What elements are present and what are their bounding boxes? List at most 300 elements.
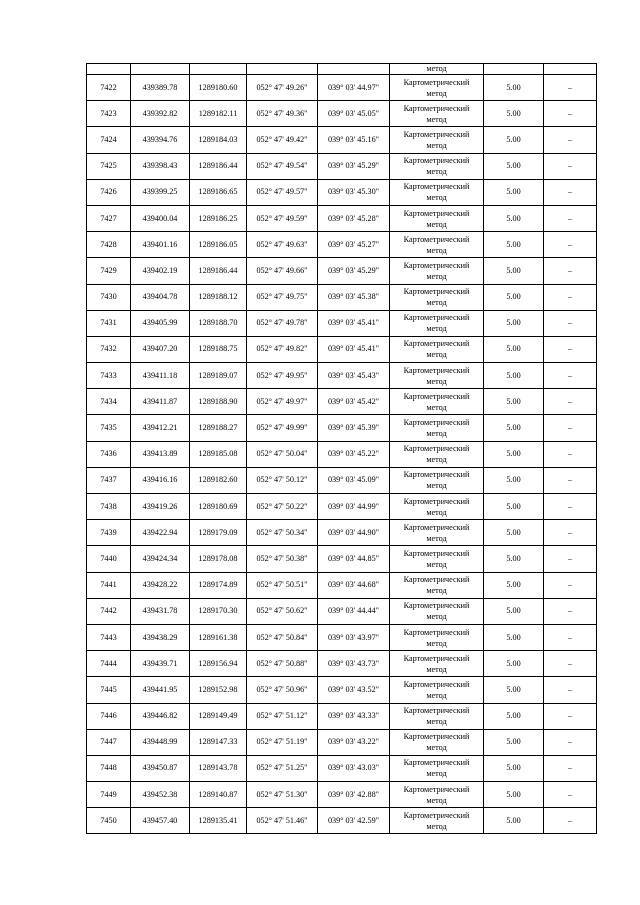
method-line-2: метод — [426, 193, 447, 203]
cell-method — [390, 310, 484, 336]
cell-method — [390, 546, 484, 572]
cell-note: – — [544, 127, 597, 153]
method-line-1: Картометрический — [403, 601, 470, 611]
cell-longitude: 039° 03' 44.85" — [318, 546, 390, 572]
cell-latitude: 052° 47' 51.25" — [247, 755, 318, 781]
cell-longitude: 039° 03' 43.97" — [318, 624, 390, 650]
method-line-2: метод — [426, 690, 447, 700]
cell-method — [390, 205, 484, 231]
cell-latitude: 052° 47' 49.57" — [247, 179, 318, 205]
cell-latitude: 052° 47' 51.12" — [247, 703, 318, 729]
cell-point-number: 7444 — [87, 651, 131, 677]
table-row — [87, 363, 597, 389]
cell-point-number: 7431 — [87, 310, 131, 336]
method-line-2: метод — [426, 429, 447, 439]
method-line-2: метод — [426, 507, 447, 517]
cell-x: 439400.04 — [131, 205, 190, 231]
method-line-2: метод — [426, 298, 447, 308]
table-row — [87, 205, 597, 231]
cell-point-number: 7424 — [87, 127, 131, 153]
cell-point-number: 7429 — [87, 258, 131, 284]
cell-accuracy: 5.00 — [484, 755, 544, 781]
cell-method — [390, 153, 484, 179]
method-line-1: Картометрический — [403, 470, 470, 480]
cell-method — [390, 441, 484, 467]
method-line-2: метод — [426, 88, 447, 98]
cell-method — [390, 782, 484, 808]
table-row — [87, 624, 597, 650]
coordinates-table-body — [87, 64, 597, 834]
cell-method — [390, 179, 484, 205]
cell-point-number: 7436 — [87, 441, 131, 467]
method-line-1: Картометрический — [403, 732, 470, 742]
cell-point-number: 7446 — [87, 703, 131, 729]
method-line-2: метод — [426, 612, 447, 622]
cell-longitude: 039° 03' 44.99" — [318, 494, 390, 520]
method-line-2: метод — [426, 743, 447, 753]
cell-y: 1289143.78 — [190, 755, 247, 781]
cell-latitude: 052° 47' 50.84" — [247, 624, 318, 650]
method-line-1: Картометрический — [403, 522, 470, 532]
method-line-1: Картометрический — [403, 548, 470, 558]
cell-accuracy: 5.00 — [484, 389, 544, 415]
cell-latitude: 052° 47' 49.54" — [247, 153, 318, 179]
cell-x: 439428.22 — [131, 572, 190, 598]
table-row — [87, 179, 597, 205]
method-line-1: Картометрический — [403, 234, 470, 244]
table-row — [87, 703, 597, 729]
cell-note: – — [544, 729, 597, 755]
cell-latitude: 052° 47' 49.63" — [247, 232, 318, 258]
cell-x: 439398.43 — [131, 153, 190, 179]
method-line-2: метод — [426, 533, 447, 543]
cell-note: – — [544, 284, 597, 310]
cell-note: – — [544, 336, 597, 362]
cell-longitude: 039° 03' 45.41" — [318, 336, 390, 362]
method-line-1: Картометрический — [403, 313, 470, 323]
method-line-2: метод — [426, 664, 447, 674]
cell-note: – — [544, 703, 597, 729]
cell-accuracy: 5.00 — [484, 284, 544, 310]
cell-note: – — [544, 624, 597, 650]
table-row — [87, 284, 597, 310]
cell-note: – — [544, 782, 597, 808]
cell-y: 1289186.44 — [190, 153, 247, 179]
cell-method — [390, 363, 484, 389]
cell-note: – — [544, 520, 597, 546]
cell-longitude: 039° 03' 45.38" — [318, 284, 390, 310]
cell-method — [390, 415, 484, 441]
method-line-1: Картометрический — [403, 339, 470, 349]
cell-longitude: 039° 03' 43.73" — [318, 651, 390, 677]
cell-note: – — [544, 546, 597, 572]
method-line-2: метод — [426, 559, 447, 569]
method-line-1: Картометрический — [403, 103, 470, 113]
cell-y: 1289186.44 — [190, 258, 247, 284]
cell-accuracy: 5.00 — [484, 782, 544, 808]
cell-method — [390, 336, 484, 362]
cell-point-number: 7433 — [87, 363, 131, 389]
cell-latitude: 052° 47' 50.51" — [247, 572, 318, 598]
cell-latitude: 052° 47' 49.59" — [247, 205, 318, 231]
cell-longitude: 039° 03' 45.43" — [318, 363, 390, 389]
cell-y: 1289156.94 — [190, 651, 247, 677]
cell-y: 1289184.03 — [190, 127, 247, 153]
cell-y: 1289188.27 — [190, 415, 247, 441]
cell-y: 1289186.25 — [190, 205, 247, 231]
cell-point-number: 7440 — [87, 546, 131, 572]
cell-x: 439402.19 — [131, 258, 190, 284]
cell-longitude: 039° 03' 43.33" — [318, 703, 390, 729]
method-line-2: метод — [426, 717, 447, 727]
cell-y: 1289188.12 — [190, 284, 247, 310]
cell-x: 439405.99 — [131, 310, 190, 336]
cell-accuracy: 5.00 — [484, 441, 544, 467]
table-row — [87, 520, 597, 546]
cell-point-number: 7423 — [87, 101, 131, 127]
cell-longitude: 039° 03' 45.28" — [318, 205, 390, 231]
cell-x: 439412.21 — [131, 415, 190, 441]
cell-latitude: 052° 47' 49.66" — [247, 258, 318, 284]
cell-note: – — [544, 179, 597, 205]
cell-method — [390, 598, 484, 624]
cell-accuracy: 5.00 — [484, 677, 544, 703]
cell-x: 439411.18 — [131, 363, 190, 389]
method-line-1: Картометрический — [403, 77, 470, 87]
table-row — [87, 729, 597, 755]
cell-note: – — [544, 808, 597, 834]
cell-x: 439438.29 — [131, 624, 190, 650]
cell-x: 439399.25 — [131, 179, 190, 205]
cell-point-number: 7427 — [87, 205, 131, 231]
cell-y: 1289182.11 — [190, 101, 247, 127]
method-line-1: Картометрический — [403, 260, 470, 270]
method-line-1: Картометрический — [403, 391, 470, 401]
cell-accuracy: 5.00 — [484, 336, 544, 362]
table-row — [87, 101, 597, 127]
table-row — [87, 467, 597, 493]
cell-latitude — [247, 64, 318, 75]
cell-method — [390, 651, 484, 677]
cell-y: 1289186.05 — [190, 232, 247, 258]
cell-method — [390, 572, 484, 598]
cell-accuracy: 5.00 — [484, 703, 544, 729]
cell-latitude: 052° 47' 50.62" — [247, 598, 318, 624]
method-line-1: Картометрический — [403, 418, 470, 428]
cell-latitude: 052° 47' 51.46" — [247, 808, 318, 834]
table-row — [87, 310, 597, 336]
table-row — [87, 153, 597, 179]
cell-latitude: 052° 47' 51.19" — [247, 729, 318, 755]
cell-method: метод — [390, 64, 484, 75]
cell-y: 1289180.60 — [190, 75, 247, 101]
cell-point-number: 7445 — [87, 677, 131, 703]
method-line-2: метод — [426, 769, 447, 779]
cell-latitude: 052° 47' 49.26" — [247, 75, 318, 101]
cell-note: – — [544, 415, 597, 441]
cell-x: 439452.38 — [131, 782, 190, 808]
method-line-1: Картометрический — [403, 627, 470, 637]
cell-accuracy: 5.00 — [484, 415, 544, 441]
cell-note: – — [544, 389, 597, 415]
cell-note: – — [544, 258, 597, 284]
method-line-2: метод — [426, 219, 447, 229]
cell-method — [390, 127, 484, 153]
cell-latitude: 052° 47' 50.38" — [247, 546, 318, 572]
cell-longitude: 039° 03' 43.03" — [318, 755, 390, 781]
cell-note: – — [544, 232, 597, 258]
cell-y: 1289140.87 — [190, 782, 247, 808]
cell-y: 1289188.90 — [190, 389, 247, 415]
cell-method — [390, 755, 484, 781]
continuation-row — [87, 64, 597, 75]
cell-longitude: 039° 03' 45.29" — [318, 258, 390, 284]
cell-accuracy — [484, 64, 544, 75]
method-line-2: метод — [426, 376, 447, 386]
table-row — [87, 755, 597, 781]
cell-y: 1289174.89 — [190, 572, 247, 598]
cell-note: – — [544, 363, 597, 389]
cell-method — [390, 677, 484, 703]
cell-x: 439424.34 — [131, 546, 190, 572]
cell-longitude: 039° 03' 45.29" — [318, 153, 390, 179]
method-line-1: Картометрический — [403, 575, 470, 585]
cell-method — [390, 232, 484, 258]
table-row — [87, 494, 597, 520]
cell-note: – — [544, 75, 597, 101]
cell-x: 439394.76 — [131, 127, 190, 153]
cell-method — [390, 467, 484, 493]
cell-longitude: 039° 03' 45.22" — [318, 441, 390, 467]
cell-longitude: 039° 03' 45.05" — [318, 101, 390, 127]
cell-latitude: 052° 47' 49.95" — [247, 363, 318, 389]
method-line-2: метод — [426, 586, 447, 596]
cell-accuracy: 5.00 — [484, 232, 544, 258]
cell-point-number: 7428 — [87, 232, 131, 258]
cell-method — [390, 284, 484, 310]
table-row — [87, 677, 597, 703]
table-row — [87, 75, 597, 101]
cell-x: 439457.40 — [131, 808, 190, 834]
cell-y: 1289182.60 — [190, 467, 247, 493]
cell-latitude: 052° 47' 49.78" — [247, 310, 318, 336]
cell-point-number: 7450 — [87, 808, 131, 834]
cell-y: 1289135.41 — [190, 808, 247, 834]
cell-note: – — [544, 651, 597, 677]
method-line-1: Картометрический — [403, 182, 470, 192]
cell-latitude: 052° 47' 49.75" — [247, 284, 318, 310]
cell-method — [390, 729, 484, 755]
cell-x: 439407.20 — [131, 336, 190, 362]
cell-y: 1289147.33 — [190, 729, 247, 755]
cell-y: 1289170.30 — [190, 598, 247, 624]
cell-method — [390, 258, 484, 284]
cell-method — [390, 75, 484, 101]
method-line-1: Картометрический — [403, 365, 470, 375]
cell-latitude: 052° 47' 50.34" — [247, 520, 318, 546]
cell-longitude: 039° 03' 43.52" — [318, 677, 390, 703]
cell-longitude: 039° 03' 45.09" — [318, 467, 390, 493]
method-line-2: метод — [426, 795, 447, 805]
cell-accuracy: 5.00 — [484, 363, 544, 389]
cell-point-number: 7441 — [87, 572, 131, 598]
cell-y: 1289185.08 — [190, 441, 247, 467]
cell-longitude: 039° 03' 45.41" — [318, 310, 390, 336]
method-line-2: метод — [426, 481, 447, 491]
cell-longitude: 039° 03' 42.88" — [318, 782, 390, 808]
cell-point-number: 7435 — [87, 415, 131, 441]
cell-y: 1289179.09 — [190, 520, 247, 546]
document-sheet — [86, 63, 596, 834]
table-row — [87, 336, 597, 362]
method-line-2: метод — [426, 402, 447, 412]
cell-method — [390, 389, 484, 415]
cell-accuracy: 5.00 — [484, 520, 544, 546]
method-line-1: Картометрический — [403, 653, 470, 663]
method-line-1: Картометрический — [403, 156, 470, 166]
method-line-2: метод — [426, 167, 447, 177]
cell-point-number: 7438 — [87, 494, 131, 520]
cell-note: – — [544, 755, 597, 781]
table-row — [87, 808, 597, 834]
method-line-2: метод — [426, 140, 447, 150]
cell-point-number: 7432 — [87, 336, 131, 362]
cell-x: 439413.89 — [131, 441, 190, 467]
cell-longitude: 039° 03' 45.42" — [318, 389, 390, 415]
table-row — [87, 546, 597, 572]
cell-x: 439416.16 — [131, 467, 190, 493]
method-line-1: Картометрический — [403, 758, 470, 768]
cell-latitude: 052° 47' 49.42" — [247, 127, 318, 153]
cell-point-number — [87, 64, 131, 75]
cell-longitude: 039° 03' 42.59" — [318, 808, 390, 834]
table-row — [87, 598, 597, 624]
cell-latitude: 052° 47' 49.82" — [247, 336, 318, 362]
cell-accuracy: 5.00 — [484, 546, 544, 572]
cell-note: – — [544, 598, 597, 624]
method-line-2: метод — [426, 638, 447, 648]
table-row — [87, 127, 597, 153]
table-row — [87, 651, 597, 677]
method-line-1: Картометрический — [403, 706, 470, 716]
cell-point-number: 7449 — [87, 782, 131, 808]
cell-accuracy: 5.00 — [484, 101, 544, 127]
cell-note: – — [544, 101, 597, 127]
cell-point-number: 7422 — [87, 75, 131, 101]
cell-longitude: 039° 03' 44.90" — [318, 520, 390, 546]
cell-note: – — [544, 153, 597, 179]
cell-latitude: 052° 47' 51.30" — [247, 782, 318, 808]
cell-longitude: 039° 03' 45.30" — [318, 179, 390, 205]
cell-y: 1289161.38 — [190, 624, 247, 650]
method-line-1: Картометрический — [403, 679, 470, 689]
method-line-2: метод — [426, 324, 447, 334]
cell-latitude: 052° 47' 50.22" — [247, 494, 318, 520]
cell-longitude: 039° 03' 45.16" — [318, 127, 390, 153]
cell-y: 1289188.75 — [190, 336, 247, 362]
cell-y: 1289188.70 — [190, 310, 247, 336]
table-row — [87, 389, 597, 415]
cell-point-number: 7434 — [87, 389, 131, 415]
cell-note: – — [544, 572, 597, 598]
cell-x: 439450.87 — [131, 755, 190, 781]
method-line-2: метод — [426, 114, 447, 124]
cell-accuracy: 5.00 — [484, 729, 544, 755]
cell-y: 1289152.98 — [190, 677, 247, 703]
cell-note: – — [544, 494, 597, 520]
cell-accuracy: 5.00 — [484, 467, 544, 493]
cell-longitude: 039° 03' 44.68" — [318, 572, 390, 598]
cell-latitude: 052° 47' 49.36" — [247, 101, 318, 127]
cell-point-number: 7437 — [87, 467, 131, 493]
cell-method — [390, 703, 484, 729]
cell-point-number: 7442 — [87, 598, 131, 624]
cell-accuracy: 5.00 — [484, 494, 544, 520]
cell-point-number: 7430 — [87, 284, 131, 310]
cell-longitude — [318, 64, 390, 75]
cell-accuracy: 5.00 — [484, 572, 544, 598]
cell-method — [390, 101, 484, 127]
method-line-2: метод — [426, 271, 447, 281]
method-line-2: метод — [426, 455, 447, 465]
method-line-1: Картометрический — [403, 208, 470, 218]
cell-x: 439422.94 — [131, 520, 190, 546]
cell-point-number: 7425 — [87, 153, 131, 179]
cell-y: 1289180.69 — [190, 494, 247, 520]
coordinates-table — [86, 63, 597, 834]
cell-x: 439431.78 — [131, 598, 190, 624]
cell-method — [390, 494, 484, 520]
cell-x — [131, 64, 190, 75]
cell-note: – — [544, 677, 597, 703]
cell-point-number: 7439 — [87, 520, 131, 546]
table-row — [87, 258, 597, 284]
cell-x: 439389.78 — [131, 75, 190, 101]
cell-point-number: 7447 — [87, 729, 131, 755]
table-row — [87, 415, 597, 441]
table-row — [87, 441, 597, 467]
cell-x: 439411.87 — [131, 389, 190, 415]
cell-point-number: 7448 — [87, 755, 131, 781]
cell-x: 439439.71 — [131, 651, 190, 677]
method-line-2: метод — [426, 821, 447, 831]
cell-x: 439448.99 — [131, 729, 190, 755]
cell-latitude: 052° 47' 50.96" — [247, 677, 318, 703]
cell-y: 1289178.08 — [190, 546, 247, 572]
cell-accuracy: 5.00 — [484, 75, 544, 101]
cell-x: 439419.26 — [131, 494, 190, 520]
cell-latitude: 052° 47' 49.99" — [247, 415, 318, 441]
cell-accuracy: 5.00 — [484, 153, 544, 179]
cell-accuracy: 5.00 — [484, 179, 544, 205]
cell-accuracy: 5.00 — [484, 598, 544, 624]
cell-point-number: 7426 — [87, 179, 131, 205]
cell-latitude: 052° 47' 50.04" — [247, 441, 318, 467]
method-line-2: метод — [426, 350, 447, 360]
cell-method — [390, 808, 484, 834]
cell-longitude: 039° 03' 44.97" — [318, 75, 390, 101]
method-line-1: Картометрический — [403, 496, 470, 506]
cell-note: – — [544, 205, 597, 231]
table-row — [87, 782, 597, 808]
cell-accuracy: 5.00 — [484, 310, 544, 336]
cell-x: 439441.95 — [131, 677, 190, 703]
cell-x: 439446.82 — [131, 703, 190, 729]
cell-longitude: 039° 03' 45.39" — [318, 415, 390, 441]
cell-note: – — [544, 441, 597, 467]
cell-note: – — [544, 467, 597, 493]
cell-longitude: 039° 03' 43.22" — [318, 729, 390, 755]
